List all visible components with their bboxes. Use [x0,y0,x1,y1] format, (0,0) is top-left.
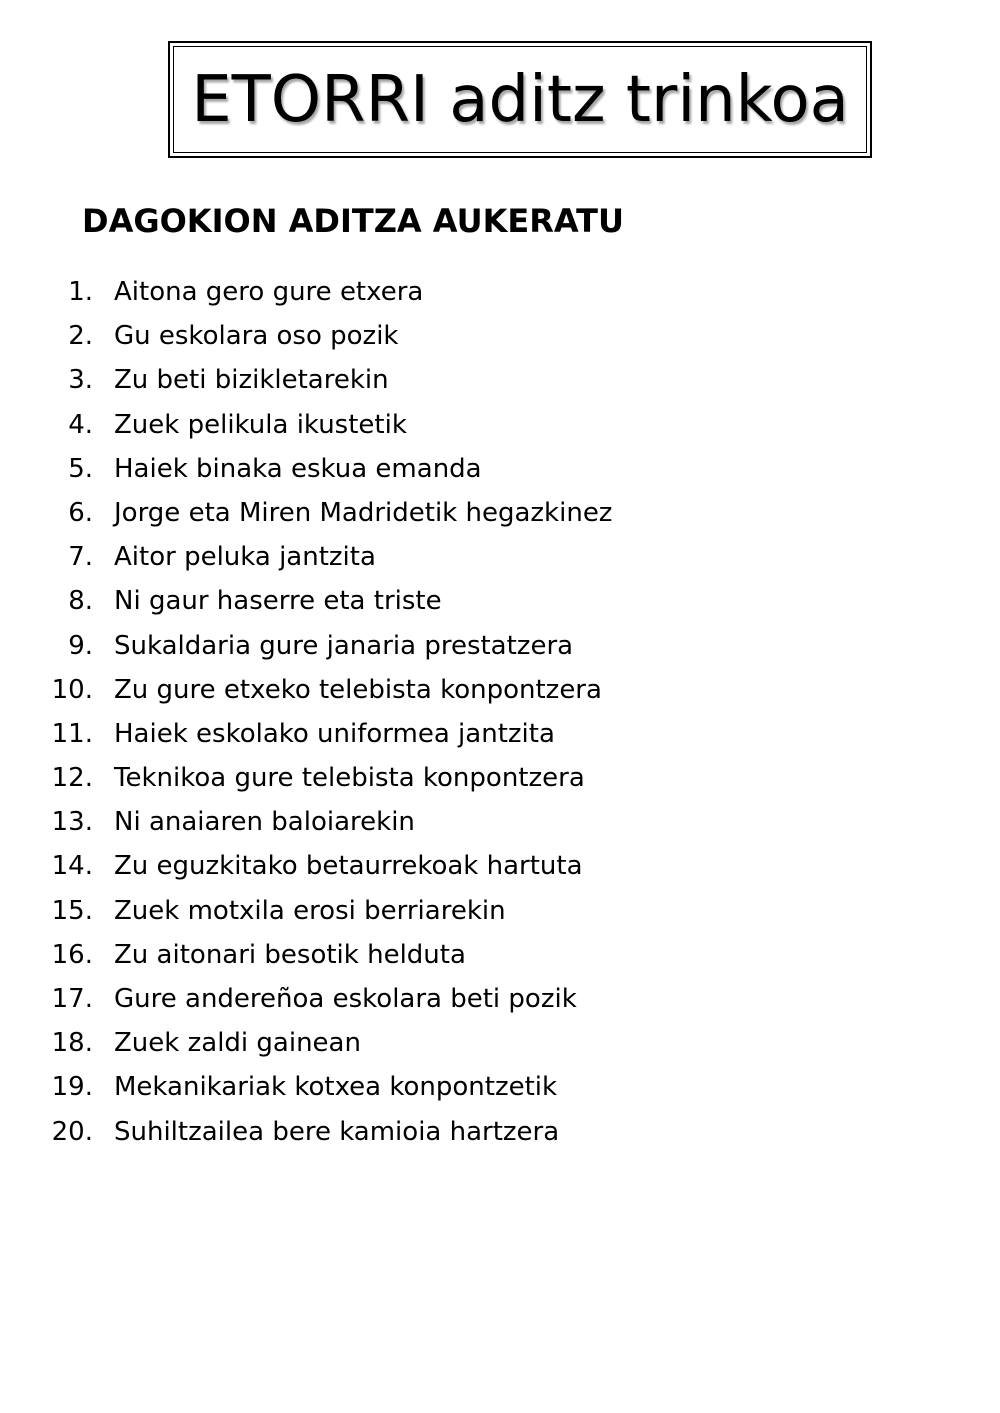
sentence-number: 9. [68,630,93,661]
sentence-text: Zu aitonari besotik helduta [114,939,466,970]
sentence-item [0,800,1000,844]
sentence-item [0,579,1000,623]
sentence-number: 4. [68,409,93,440]
sentence-text: Ni gaur haserre eta triste [114,586,442,617]
sentence-text: Mekanikariak kotxea konpontzetik [114,1072,558,1103]
sentence-number: 7. [68,542,93,573]
sentence-text: Zu gure etxeko telebista konpontzera [114,674,602,705]
sentence-item [0,1065,1000,1109]
sentence-item [0,270,1000,314]
page-title: ETORRI aditz trinkoa [191,62,849,137]
sentence-number: 5. [68,453,93,484]
sentence-item [0,535,1000,579]
sentence-text: Aitor peluka jantzita [114,542,376,573]
sentence-text: Gure andereñoa eskolara beti pozik [114,984,577,1014]
sentence-item [0,844,1000,888]
sentence-number: 6. [68,497,93,528]
sentence-number: 2. [68,321,93,352]
sentence-number: 17. [51,984,93,1014]
sentence-text: Aitona gero gure etxera [114,277,424,307]
sentence-item [0,668,1000,712]
sentence-item [0,933,1000,977]
sentence-number: 18. [51,1028,93,1059]
sentence-text: Jorge eta Miren Madridetik hegazkinez [114,497,613,528]
sentence-text: Haiek eskolako uniformea jantzita [114,718,555,749]
sentence-number: 13. [51,807,93,838]
sentence-text: Zuek motxila erosi berriarekin [114,895,506,926]
sentence-item [0,1021,1000,1065]
sentence-number: 8. [68,586,93,617]
sentence-number: 10. [51,674,93,705]
sentence-text: Suhiltzailea bere kamioia hartzera [114,1116,560,1147]
sentence-item [0,358,1000,402]
title-box-inner [173,46,867,153]
sentence-number: 19. [51,1072,93,1103]
sentence-item [0,403,1000,447]
sentence-text: Zu eguzkitako betaurrekoak hartuta [114,851,583,882]
sentence-text: Zuek zaldi gainean [114,1028,361,1059]
sentence-text: Sukaldaria gure janaria prestatzera [114,630,574,661]
sentence-item [0,491,1000,535]
sentence-text: Teknikoa gure telebista konpontzera [114,763,585,794]
instructions-heading: DAGOKION ADITZA AUKERATU [82,202,624,240]
sentence-item [0,889,1000,933]
sentence-number: 14. [51,851,93,882]
sentence-text: Gu eskolara oso pozik [114,321,399,352]
sentence-number: 20. [51,1116,93,1147]
sentence-item [0,712,1000,756]
sentence-list [0,270,1000,1154]
sentence-item [0,756,1000,800]
sentence-item [0,447,1000,491]
sentence-number: 11. [51,718,93,749]
sentence-item [0,314,1000,358]
sentence-text: Ni anaiaren baloiarekin [114,807,415,838]
sentence-number: 15. [51,895,93,926]
sentence-item [0,1110,1000,1154]
sentence-text: Haiek binaka eskua emanda [114,453,482,484]
sentence-text: Zu beti bizikletarekin [114,365,389,396]
sentence-number: 12. [51,763,93,794]
sentence-number: 16. [51,939,93,970]
sentence-item [0,624,1000,668]
sentence-number: 1. [68,277,93,307]
sentence-text: Zuek pelikula ikustetik [114,409,407,440]
title-box [168,41,872,158]
sentence-item [0,977,1000,1021]
sentence-number: 3. [68,365,93,396]
